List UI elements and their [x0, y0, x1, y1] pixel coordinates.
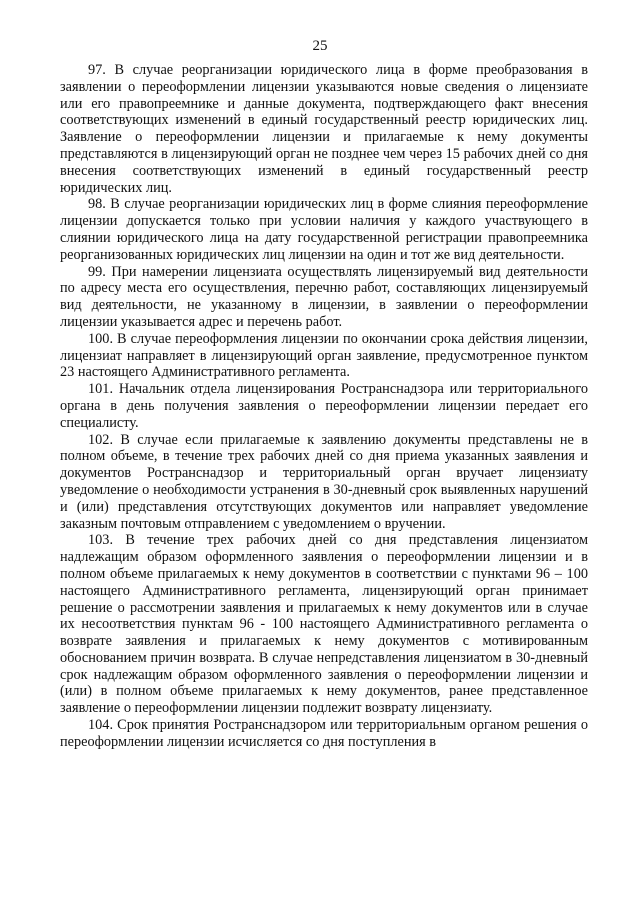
paragraph-101: 101. Начальник отдела лицензирования Ространснадзора или территориального органа в день получения заявления о переоформлении лицензии передает его специалисту. [60, 381, 588, 431]
paragraph-103: 103. В течение трех рабочих дней со дня представления лицензиатом надлежащим образом оформленного заявления о переоформлении лицензии и в полном объеме прилагаемых к нему документов в соответствии с пунктами 96 – 100 настоящего Административного регламента, лицензирующий орган принимает решение о рассмотрении заявления и прилагаемых к нему документов или в случае их несоответствия пунктам 96 - 100 настоящего Административного регламента о возврате заявления и прилагаемых к нему документов с мотивированным обоснованием причин возврата. В случае непредставления лицензиатом в 30-дневный срок надлежащим образом оформленного заявления о переоформлении лицензии и (или) в полном объеме прилагаемых к нему документов, ранее представленное заявление о переоформлении лицензии подлежит возврату лицензиату. [60, 532, 588, 717]
paragraph-104: 104. Срок принятия Ространснадзором или территориальным органом решения о переоформлении лицензии исчисляется со дня поступления в [60, 717, 588, 750]
paragraph-98: 98. В случае реорганизации юридических лиц в форме слияния переоформление лицензии допускается только при условии наличия у каждого участвующего в слиянии юридического лица на дату государственной регистрации правопреемника реорганизованных юридических лиц лицензии на один и тот же вид деятельности. [60, 196, 588, 263]
paragraph-100: 100. В случае переоформления лицензии по окончании срока действия лицензии, лицензиат направляет в лицензирующий орган заявление, предусмотренное пунктом 23 настоящего Административного регламента. [60, 330, 588, 381]
paragraph-97: 97. В случае реорганизации юридического лица в форме преобразования в заявлении о переоформлении лицензии указываются новые сведения о лицензиате или его правопреемнике и данные документа, подтверждающего факт внесения соответствующих изменений в единый государственный реестр юридических лиц. Заявление о переоформлении лицензии и прилагаемые к нему документы представляются в лицензирующий орган не позднее чем через 15 рабочих дней со дня внесения соответствующих изменений в единый государственный реестр юридических лиц. [60, 62, 588, 196]
paragraph-102: 102. В случае если прилагаемые к заявлению документы представлены не в полном объеме, в течение трех рабочих дней со дня приема указанных заявления и документов Ространснадзор и территориальный орган вручает лицензиату уведомление о необходимости устранения в 30-дневный срок выявленных нарушений и (или) представления отсутствующих документов или направляет уведомление заказным почтовым отправлением с уведомлением о вручении. [60, 431, 588, 532]
page-number: 25 [312, 38, 328, 54]
document-body [60, 62, 588, 751]
paragraph-99: 99. При намерении лицензиата осуществлять лицензируемый вид деятельности по адресу места его осуществления, перечню работ, составляющих лицензируемый вид деятельности, не указанному в лицензии, в заявлении о переоформлении лицензии указывается адрес и перечень работ. [60, 263, 588, 330]
